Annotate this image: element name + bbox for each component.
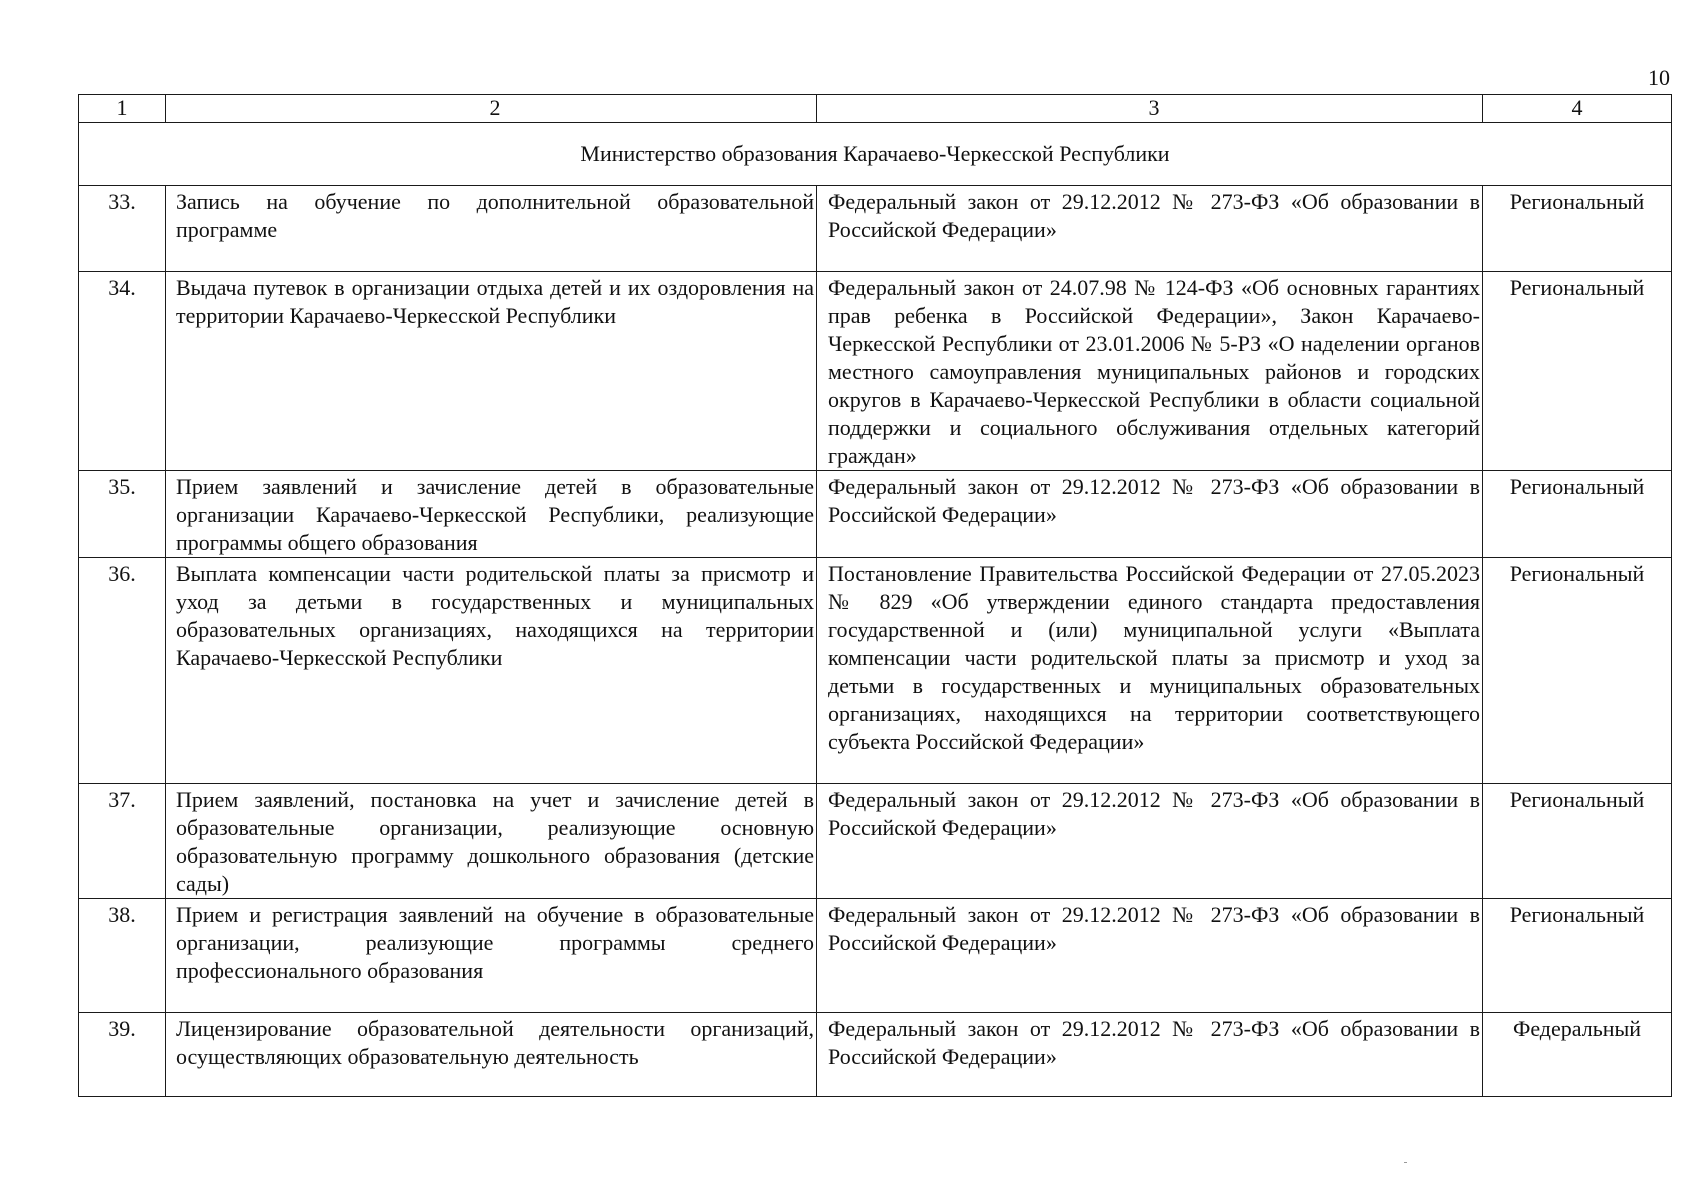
page-number: 10 [1648,65,1670,90]
service-level: Региональный [1483,471,1672,558]
service-name: Выплата компенсации части родительской платы за присмотр и уход за детьми в государственных и муниципальных образовательных организациях, находящихся на территории Карачаево-Черкесской Республики [166,558,817,784]
service-name: Запись на обучение по дополнительной образовательной программе [166,186,817,272]
row-number: 39. [79,1013,166,1097]
legal-basis: Федеральный закон от 24.07.98 № 124-ФЗ «Об основных гарантиях прав ребенка в Российской Федерации», Закон Карачаево-Черкесской Республики от 23.01.2006 № 5-РЗ «О наделении органов местного самоуправления муниципальных районов и городских округов в Карачаево-Черкесской Республики в области социальной поддержки и социального обслуживания отдельных категорий граждан» [817,272,1483,471]
column-number-3: 3 [817,95,1483,123]
table-row [79,186,1672,272]
table-row [79,471,1672,558]
column-number-1: 1 [79,95,166,123]
legal-basis: Постановление Правительства Российской Федерации от 27.05.2023 № 829 «Об утверждении единого стандарта предоставления государственной и (или) муниципальной услуги «Выплата компенсации части родительской платы за присмотр и уход за детьми в государственных и муниципальных образовательных организациях, находящихся на территории соответствующего субъекта Российской Федерации» [817,558,1483,784]
table-row [79,1013,1672,1097]
column-number-row [79,95,1672,123]
service-level: Федеральный [1483,1013,1672,1097]
service-name: Лицензирование образовательной деятельности организаций, осуществляющих образовательную деятельность [166,1013,817,1097]
service-level: Региональный [1483,186,1672,272]
row-number: 38. [79,899,166,1013]
row-number: 34. [79,272,166,471]
section-title: Министерство образования Карачаево-Черкесской Республики [79,123,1672,186]
table-row [79,558,1672,784]
table-row [79,272,1672,471]
service-name: Прием заявлений и зачисление детей в образовательные организации Карачаево-Черкесской Республики, реализующие программы общего образования [166,471,817,558]
column-number-4: 4 [1483,95,1672,123]
column-number-2: 2 [166,95,817,123]
service-level: Региональный [1483,784,1672,899]
table-row [79,899,1672,1013]
row-number: 35. [79,471,166,558]
service-level: Региональный [1483,558,1672,784]
section-row [79,123,1672,186]
row-number: 33. [79,186,166,272]
legal-basis: Федеральный закон от 29.12.2012 № 273-ФЗ «Об образовании в Российской Федерации» [817,899,1483,1013]
services-table [78,94,1672,1097]
service-level: Региональный [1483,899,1672,1013]
legal-basis: Федеральный закон от 29.12.2012 № 273-ФЗ «Об образовании в Российской Федерации» [817,1013,1483,1097]
table-row [79,784,1672,899]
scan-speck [1404,1162,1407,1163]
service-name: Прием заявлений, постановка на учет и зачисление детей в образовательные организации, реализующие основную образовательную программу дошкольного образования (детские сады) [166,784,817,899]
service-name: Выдача путевок в организации отдыха детей и их оздоровления на территории Карачаево-Черкесской Республики [166,272,817,471]
row-number: 37. [79,784,166,899]
service-level: Региональный [1483,272,1672,471]
legal-basis: Федеральный закон от 29.12.2012 № 273-ФЗ «Об образовании в Российской Федерации» [817,186,1483,272]
service-name: Прием и регистрация заявлений на обучение в образовательные организации, реализующие программы среднего профессионального образования [166,899,817,1013]
legal-basis: Федеральный закон от 29.12.2012 № 273-ФЗ «Об образовании в Российской Федерации» [817,471,1483,558]
legal-basis: Федеральный закон от 29.12.2012 № 273-ФЗ «Об образовании в Российской Федерации» [817,784,1483,899]
row-number: 36. [79,558,166,784]
